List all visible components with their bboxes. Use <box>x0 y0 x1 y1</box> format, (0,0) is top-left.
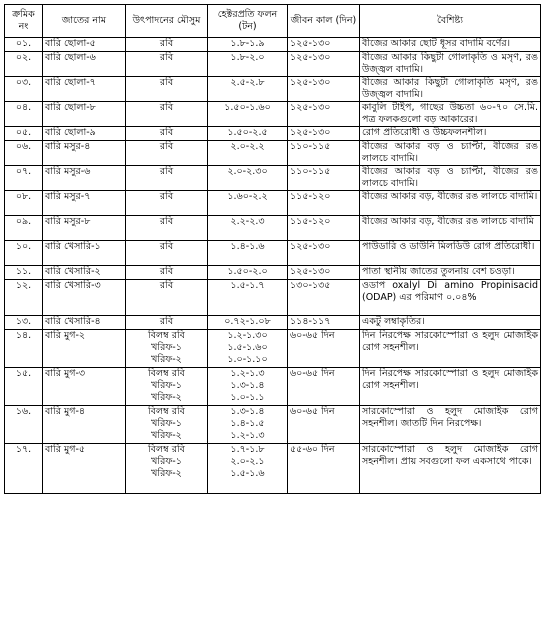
trait-cell: পাউডারি ও ডাউনি মিলডিউ রোগ প্রতিরোধী। <box>360 241 541 266</box>
yield-line: ১.৫০-২.৫ <box>227 127 268 138</box>
season-cell <box>126 368 208 406</box>
duration-cell: ১২৫-১৩০ <box>288 127 360 141</box>
table-row <box>5 38 541 52</box>
season-line: খরিফ-১ <box>151 418 182 429</box>
serial-cell: ০২. <box>5 52 43 77</box>
table-row <box>5 406 541 444</box>
header-serial: ক্রমিক নং <box>5 5 43 38</box>
table-row <box>5 316 541 330</box>
yield-cell <box>208 127 288 141</box>
yield-cell <box>208 316 288 330</box>
duration-cell: ৬০-৬৫ দিন <box>288 330 360 368</box>
yield-line: ১.২-১.৩ <box>230 430 265 441</box>
yield-line: ১.০-১.১০ <box>227 354 268 365</box>
yield-cell <box>208 280 288 316</box>
trait-cell: বীজের আকার বড় ও চ্যাপ্টা, বীজের রঙ লালচে বাদামি। <box>360 166 541 191</box>
season-line: খরিফ-১ <box>151 380 182 391</box>
yield-line: ১.০-১.১ <box>230 392 265 403</box>
variety-cell: বারি মসুর-৭ <box>43 191 126 216</box>
trait-cell: বীজের আকার বড়, বীজের রঙ লালচে বাদামি <box>360 216 541 241</box>
trait-cell: সারকোস্পোরা ও হলুদ মোজাইক রোগ সহনশীল। প্রায় সবগুলো ফল একসাথে পাকে। <box>360 444 541 494</box>
season-line: রবি <box>159 52 174 63</box>
trait-cell: একটু লম্বাকৃতির। <box>360 316 541 330</box>
season-line: বিলম্ব রবি <box>148 368 185 379</box>
duration-cell: ১১৫-১২০ <box>288 191 360 216</box>
season-line: খরিফ-১ <box>151 342 182 353</box>
season-line: খরিফ-২ <box>151 468 182 479</box>
duration-cell: ১১৪-১১৭ <box>288 316 360 330</box>
yield-line: ১.৮-১.৯ <box>230 38 265 49</box>
yield-line: ১.৫-১.৬০ <box>227 342 268 353</box>
season-cell <box>126 127 208 141</box>
trait-cell: দিন নিরপেক্ষ সারকোস্পোরা ও হলুদ মোজাইক রোগ সহনশীল। <box>360 368 541 406</box>
variety-cell: বারি ছোলা-৫ <box>43 38 126 52</box>
duration-cell: ৫৫-৬০ দিন <box>288 444 360 494</box>
season-cell <box>126 266 208 280</box>
yield-line: ২.০-২.১ <box>230 456 265 467</box>
yield-line: ১.৪-১.৫ <box>230 418 265 429</box>
yield-cell <box>208 368 288 406</box>
header-yield: হেক্টরপ্রতি ফলন (টন) <box>208 5 288 38</box>
yield-cell <box>208 216 288 241</box>
season-line: রবি <box>159 280 174 291</box>
variety-cell: বারি ছোলা-৮ <box>43 102 126 127</box>
table-row <box>5 280 541 316</box>
header-traits: বৈশিষ্ট্য <box>360 5 541 38</box>
variety-cell: বারি ছোলা-৬ <box>43 52 126 77</box>
variety-cell: বারি মুগ-২ <box>43 330 126 368</box>
variety-cell: বারি খেসারি-৪ <box>43 316 126 330</box>
variety-cell: বারি খেসারি-৩ <box>43 280 126 316</box>
trait-cell: বীজের আকার ছোট ধূসর বাদামি বর্ণের। <box>360 38 541 52</box>
yield-line: ১.৫-১.৬ <box>230 468 265 479</box>
season-line: রবি <box>159 266 174 277</box>
serial-cell: ১৬. <box>5 406 43 444</box>
season-line: রবি <box>159 191 174 202</box>
season-line: বিলম্ব রবি <box>148 406 185 417</box>
season-cell <box>126 406 208 444</box>
table-body <box>5 38 541 494</box>
table-row <box>5 127 541 141</box>
season-line: রবি <box>159 38 174 49</box>
serial-cell: ০৩. <box>5 77 43 102</box>
season-line: খরিফ-২ <box>151 354 182 365</box>
serial-cell: ০৪. <box>5 102 43 127</box>
season-cell <box>126 444 208 494</box>
trait-cell: পাতা স্থানীয় জাতের তুলনায় বেশ চওড়া। <box>360 266 541 280</box>
duration-cell: ১২৫-১৩০ <box>288 266 360 280</box>
duration-cell: ১৩০-১৩৫ <box>288 280 360 316</box>
serial-cell: ০৬. <box>5 141 43 166</box>
serial-cell: ১২. <box>5 280 43 316</box>
duration-cell: ১২৫-১৩০ <box>288 241 360 266</box>
season-cell <box>126 77 208 102</box>
header-duration: জীবন কাল (দিন) <box>288 5 360 38</box>
trait-cell: বীজের আকার বড় ও চ্যাপ্টা, বীজের রঙ লালচে বাদামি। <box>360 141 541 166</box>
season-line: রবি <box>159 216 174 227</box>
table-row <box>5 216 541 241</box>
yield-line: ১.৭-১.৮ <box>230 444 265 455</box>
serial-cell: ১১. <box>5 266 43 280</box>
serial-cell: ০৫. <box>5 127 43 141</box>
yield-line: ১.৫০-১.৬০ <box>224 102 271 113</box>
yield-cell <box>208 77 288 102</box>
season-line: বিলম্ব রবি <box>148 444 185 455</box>
yield-line: ১.৩-১.৪ <box>230 406 265 417</box>
season-line: রবি <box>159 166 174 177</box>
variety-cell: বারি খেসারি-২ <box>43 266 126 280</box>
table-row <box>5 191 541 216</box>
variety-cell: বারি মসুর-৬ <box>43 166 126 191</box>
season-cell <box>126 166 208 191</box>
yield-cell <box>208 38 288 52</box>
variety-cell: বারি মসুর-৮ <box>43 216 126 241</box>
season-line: খরিফ-২ <box>151 392 182 403</box>
trait-cell: বীজের আকার বড়, বীজের রঙ লালচে বাদামি। <box>360 191 541 216</box>
yield-line: ২.৫-২.৮ <box>230 77 265 88</box>
yield-cell <box>208 406 288 444</box>
table-row <box>5 52 541 77</box>
yield-cell <box>208 266 288 280</box>
yield-line: ১.৪-১.৬ <box>230 241 265 252</box>
trait-cell: বীজের আকার কিছুটা গোলাকৃতি মসৃণ, রঙ উজ্জ্বল বাদামি। <box>360 77 541 102</box>
yield-cell <box>208 444 288 494</box>
yield-line: ২.০-২.২ <box>230 141 265 152</box>
yield-cell <box>208 166 288 191</box>
trait-cell: কাবুলি টাইপ, গাছের উচ্চতা ৬০-৭০ সে.মি. পত্র ফলকগুলো বড় আকারের। <box>360 102 541 127</box>
table-row <box>5 166 541 191</box>
duration-cell: ১২৫-১৩০ <box>288 102 360 127</box>
yield-line: ১.২-১.৩০ <box>227 330 268 341</box>
table-row <box>5 368 541 406</box>
season-cell <box>126 316 208 330</box>
yield-line: ১.৬০-২.২ <box>227 191 268 202</box>
variety-cell: বারি ছোলা-৯ <box>43 127 126 141</box>
season-line: রবি <box>159 241 174 252</box>
serial-cell: ১৪. <box>5 330 43 368</box>
serial-cell: ০১. <box>5 38 43 52</box>
season-line: রবি <box>159 102 174 113</box>
variety-cell: বারি মসুর-৪ <box>43 141 126 166</box>
yield-line: ১.৮-২.০ <box>230 52 265 63</box>
serial-cell: ১৩. <box>5 316 43 330</box>
serial-cell: ১৫. <box>5 368 43 406</box>
yield-cell <box>208 102 288 127</box>
varieties-table <box>4 4 541 494</box>
yield-line: ১.৩-১.৪ <box>230 380 265 391</box>
trait-cell: দিন নিরপেক্ষ সারকোস্পোরা ও হলুদ মোজাইক রোগ সহনশীল। <box>360 330 541 368</box>
duration-cell: ৬০-৬৫ দিন <box>288 406 360 444</box>
header-row <box>5 5 541 38</box>
variety-cell: বারি খেসারি-১ <box>43 241 126 266</box>
season-cell <box>126 216 208 241</box>
serial-cell: ১৭. <box>5 444 43 494</box>
duration-cell: ১১০-১১৫ <box>288 141 360 166</box>
variety-cell: বারি মুগ-৫ <box>43 444 126 494</box>
trait-cell: বীজের আকার কিছুটা গোলাকৃতি ও মসৃণ, রঙ উজ্জ্বল বাদামি। <box>360 52 541 77</box>
duration-cell: ১১০-১১৫ <box>288 166 360 191</box>
yield-line: ১.৫০-২.০ <box>227 266 268 277</box>
trait-cell: ওডাপ oxalyl Di amino Propinisacid (ODAP) এর পরিমাণ ০.০৪% <box>360 280 541 316</box>
yield-cell <box>208 330 288 368</box>
yield-cell <box>208 141 288 166</box>
variety-cell: বারি মুগ-৩ <box>43 368 126 406</box>
yield-line: ১.৫-১.৭ <box>230 280 265 291</box>
table-row <box>5 330 541 368</box>
table-row <box>5 266 541 280</box>
duration-cell: ১১৫-১২০ <box>288 216 360 241</box>
yield-cell <box>208 191 288 216</box>
season-cell <box>126 280 208 316</box>
season-line: রবি <box>159 127 174 138</box>
season-cell <box>126 141 208 166</box>
season-line: খরিফ-১ <box>151 456 182 467</box>
serial-cell: ০৭. <box>5 166 43 191</box>
duration-cell: ১২৫-১৩০ <box>288 52 360 77</box>
season-cell <box>126 102 208 127</box>
season-cell <box>126 191 208 216</box>
duration-cell: ৬০-৬৫ দিন <box>288 368 360 406</box>
duration-cell: ১২৫-১৩০ <box>288 77 360 102</box>
table-row <box>5 241 541 266</box>
season-line: রবি <box>159 141 174 152</box>
yield-cell <box>208 241 288 266</box>
serial-cell: ০৮. <box>5 191 43 216</box>
season-line: রবি <box>159 316 174 327</box>
season-line: খরিফ-২ <box>151 430 182 441</box>
yield-line: ২.০-২.৩০ <box>227 166 268 177</box>
yield-line: ১.২-১.৩ <box>230 368 265 379</box>
season-cell <box>126 330 208 368</box>
season-cell <box>126 52 208 77</box>
season-cell <box>126 38 208 52</box>
table-row <box>5 102 541 127</box>
season-line: বিলম্ব রবি <box>148 330 185 341</box>
season-cell <box>126 241 208 266</box>
duration-cell: ১২৫-১৩০ <box>288 38 360 52</box>
header-variety: জাতের নাম <box>43 5 126 38</box>
trait-cell: সারকোস্পোরা ও হলুদ মোজাইক রোগ সহনশীল। জাতটি দিন নিরপেক্ষ। <box>360 406 541 444</box>
serial-cell: ০৯. <box>5 216 43 241</box>
trait-cell: রোগ প্রতিরোধী ও উচ্চফলনশীল। <box>360 127 541 141</box>
variety-cell: বারি ছোলা-৭ <box>43 77 126 102</box>
table-row <box>5 141 541 166</box>
table-row <box>5 444 541 494</box>
season-line: রবি <box>159 77 174 88</box>
variety-cell: বারি মুগ-৪ <box>43 406 126 444</box>
yield-cell <box>208 52 288 77</box>
table-row <box>5 77 541 102</box>
yield-line: ২.২-২.৩ <box>230 216 265 227</box>
yield-line: ০.৭২-১.০৮ <box>224 316 271 327</box>
header-season: উৎপাদনের মৌসুম <box>126 5 208 38</box>
serial-cell: ১০. <box>5 241 43 266</box>
